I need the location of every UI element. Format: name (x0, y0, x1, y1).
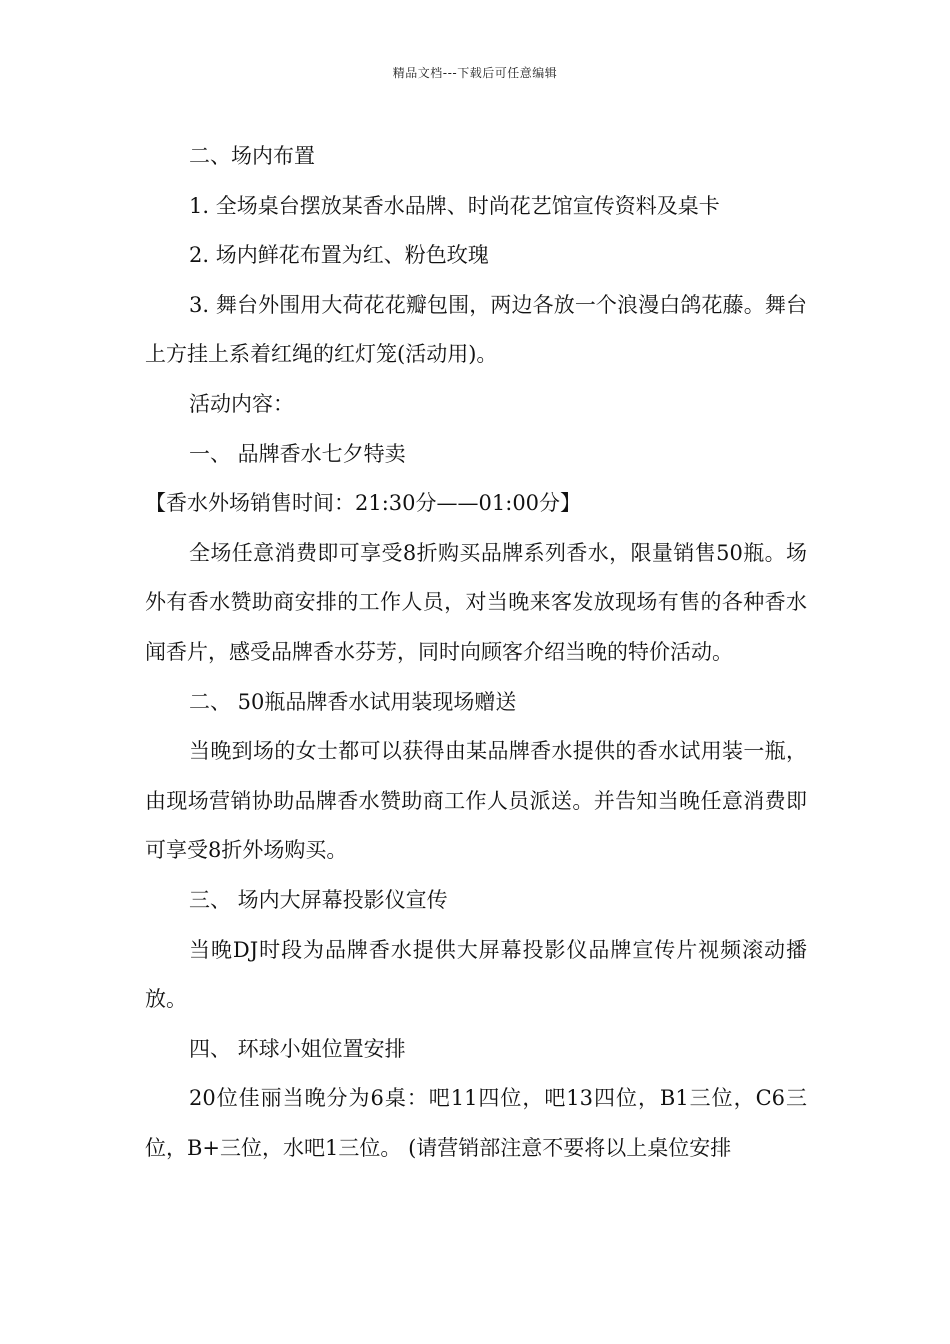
paragraph-sample-giveaway: 当晚到场的女士都可以获得由某品牌香水提供的香水试用装一瓶，由现场营销协助品牌香水赞助商工作人员派送。并告知当晚任意消费即可享受8折外场购买。 (145, 739, 807, 863)
document-body (145, 132, 807, 1173)
activity-heading-1: 一、 品牌香水七夕特卖 (189, 441, 406, 466)
list-item-2: 2. 场内鲜花布置为红、粉色玫瑰 (189, 243, 489, 268)
paragraph-seating: 20位佳丽当晚分为6桌：吧11四位，吧13四位，B1三位，C6三位，B+三位，水吧1三位。 (请营销部注意不要将以上桌位安排 (145, 1086, 807, 1160)
activity-heading-2: 二、 50瓶品牌香水试用装现场赠送 (189, 689, 517, 714)
activity-heading-4: 四、 环球小姐位置安排 (189, 1036, 406, 1061)
page-header: 精品文档---下载后可任意编辑 (392, 66, 558, 80)
list-item-3: 3. 舞台外围用大荷花花瓣包围，两边各放一个浪漫白鸽花藤。舞台上方挂上系着红绳的红灯笼(活动用)。 (145, 292, 807, 367)
list-item-1: 1. 全场桌台摆放某香水品牌、时尚花艺馆宣传资料及桌卡 (189, 193, 720, 218)
section-heading-venue-layout: 二、场内布置 (189, 144, 315, 168)
section-heading-activities: 活动内容： (189, 391, 294, 416)
sales-time-note: 【香水外场销售时间：21:30分——01:00分】 (145, 491, 582, 516)
activity-heading-3: 三、 场内大屏幕投影仪宣传 (189, 887, 448, 912)
paragraph-sale-details: 全场任意消费即可享受8折购买品牌系列香水，限量销售50瓶。场外有香水赞助商安排的工作人员，对当晚来客发放现场有售的各种香水闻香片，感受品牌香水芬芳，同时向顾客介绍当晚的特价活动。 (145, 540, 807, 664)
paragraph-projector: 当晚DJ时段为品牌香水提供大屏幕投影仪品牌宣传片视频滚动播放。 (145, 937, 807, 1012)
